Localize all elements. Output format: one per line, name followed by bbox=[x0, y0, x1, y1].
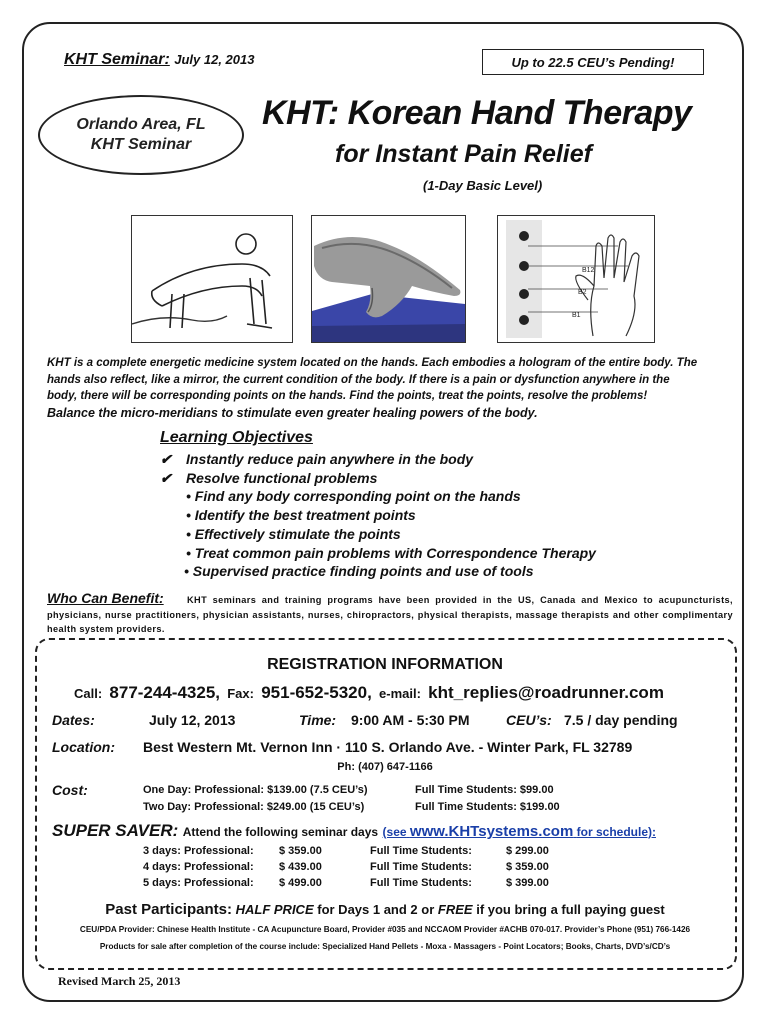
oval-line-1: Orlando Area, FL bbox=[76, 116, 206, 133]
cost-row-right: Full Time Students: $99.00 bbox=[415, 784, 554, 796]
objective-check-item: ✔ Resolve functional problems bbox=[160, 469, 378, 486]
main-title: KHT: Korean Hand Therapy bbox=[262, 94, 692, 132]
location-oval bbox=[38, 95, 244, 175]
saver-pro-price: $ 499.00 bbox=[279, 877, 322, 889]
registration-title: REGISTRATION INFORMATION bbox=[267, 656, 503, 673]
saver-days: 3 days: Professional: bbox=[143, 845, 254, 857]
seminar-header bbox=[64, 51, 254, 69]
intro-line-2: hands also reflect, like a mirror, the current condition of the body. If there is a pain or dysfunction anywhere in the bbox=[47, 373, 670, 386]
level-label: (1-Day Basic Level) bbox=[423, 178, 543, 193]
ceu-pending-box: Up to 22.5 CEU’s Pending! bbox=[482, 49, 704, 75]
super-saver-line: SUPER SAVER: Attend the following seminar days (see www.KHTsystems.com for schedule): bbox=[52, 821, 656, 840]
saver-days: 5 days: Professional: bbox=[143, 877, 254, 889]
cost-row-right: Full Time Students: $199.00 bbox=[415, 801, 560, 813]
objective-bullet-item: • Identify the best treatment points bbox=[186, 507, 416, 524]
seminar-label: KHT Seminar: bbox=[64, 51, 170, 68]
cost-row-left: One Day: Professional: $139.00 (7.5 CEU’s) bbox=[143, 784, 368, 796]
saver-student-label: Full Time Students: bbox=[370, 845, 472, 857]
objective-bullet-item: • Supervised practice finding points and use of tools bbox=[184, 563, 534, 580]
cost-row-left: Two Day: Professional: $249.00 (15 CEU’s) bbox=[143, 801, 365, 813]
saver-student-price: $ 299.00 bbox=[506, 845, 549, 857]
ceus-value: 7.5 / day pending bbox=[564, 712, 678, 728]
intro-paragraph bbox=[47, 355, 731, 421]
subtitle: for Instant Pain Relief bbox=[335, 140, 592, 168]
cost-label: Cost: bbox=[52, 782, 88, 798]
objective-check-item: ✔ Instantly reduce pain anywhere in the body bbox=[160, 451, 474, 467]
location-label: Location: bbox=[52, 739, 115, 755]
saver-pro-price: $ 439.00 bbox=[279, 861, 322, 873]
ceus-label: CEU’s: bbox=[506, 712, 552, 728]
objective-bullet-item: • Find any body corresponding point on the hands bbox=[186, 488, 521, 505]
who-can-benefit-title: Who Can Benefit: bbox=[47, 590, 164, 606]
saver-student-label: Full Time Students: bbox=[370, 877, 472, 889]
diagram-label-b1: B1 bbox=[572, 312, 581, 319]
saver-student-price: $ 399.00 bbox=[506, 877, 549, 889]
dates-value: July 12, 2013 bbox=[149, 712, 236, 728]
who-can-benefit-text: KHT seminars and training programs have been provided in the US, Canada and Mexico to acupuncturists, physicians, nurse practitioners, physician assistants, nurses, chiropractors, physical therapists, massage therapists and other complimentary health system providers. bbox=[47, 595, 733, 634]
intro-line-4: Balance the micro-meridians to stimulate even greater healing powers of the body. bbox=[47, 405, 538, 420]
fax-number: 951-652-5320, bbox=[261, 683, 372, 702]
objectives-title: Learning Objectives bbox=[160, 429, 313, 446]
saver-student-price: $ 359.00 bbox=[506, 861, 549, 873]
checkmark-icon: ✔ bbox=[160, 451, 172, 467]
email-address: kht_replies@roadrunner.com bbox=[428, 683, 664, 702]
objectives-list bbox=[160, 450, 596, 581]
schedule-link[interactable]: (see www.KHTsystems.com for schedule): bbox=[382, 823, 656, 840]
dates-label: Dates: bbox=[52, 712, 95, 728]
contact-line: Call: 877-244-4325, Fax: 951-652-5320, e-mail: kht_replies@roadrunner.com bbox=[74, 683, 664, 702]
location-phone: Ph: (407) 647-1166 bbox=[337, 761, 433, 773]
checkmark-icon: ✔ bbox=[160, 469, 172, 486]
kneeling-figure-image bbox=[131, 215, 293, 343]
seminar-date: July 12, 2013 bbox=[174, 52, 255, 67]
time-value: 9:00 AM - 5:30 PM bbox=[351, 712, 470, 728]
saver-student-label: Full Time Students: bbox=[370, 861, 472, 873]
oval-line-2: KHT Seminar bbox=[90, 136, 192, 153]
super-saver-label: SUPER SAVER: bbox=[52, 821, 179, 840]
diagram-label-b12: B12 bbox=[582, 267, 595, 274]
products-line: Products for sale after completion of the course include: Specialized Hand Pellets - Moxa - Massagers - Point Locators; Books, Charts, DVD’s/CD’s bbox=[99, 942, 671, 951]
phone-number: 877-244-4325, bbox=[109, 683, 220, 702]
hand-photo bbox=[311, 215, 466, 343]
location-value: Best Western Mt. Vernon Inn · 110 S. Orlando Ave. - Winter Park, FL 32789 bbox=[143, 739, 633, 755]
revised-date: Revised March 25, 2013 bbox=[58, 974, 181, 988]
saver-pro-price: $ 359.00 bbox=[279, 845, 322, 857]
objective-bullet-item: • Effectively stimulate the points bbox=[186, 525, 401, 542]
saver-days: 4 days: Professional: bbox=[143, 861, 254, 873]
intro-line-3: body, there will be corresponding points on the hands. Find the points, treat the points, resolve the problems! bbox=[47, 390, 648, 402]
objective-bullet-item: • Treat common pain problems with Correspondence Therapy bbox=[186, 544, 596, 561]
intro-line-1: KHT is a complete energetic medicine system located on the hands. Each embodies a hologram of the entire body. The bbox=[47, 357, 698, 369]
hand-point-diagram bbox=[497, 215, 655, 343]
diagram-label-b2: B2 bbox=[578, 289, 587, 296]
past-participants-line: Past Participants: HALF PRICE for Days 1 and 2 or FREE if you bring a full paying guest bbox=[105, 901, 665, 918]
ceu-provider-line: CEU/PDA Provider: Chinese Health Institute - CA Acupuncture Board, Provider #035 and NCCAOM Provider #ACHB 070-017. Provider’s Phone (951) 766-1426 bbox=[79, 925, 691, 934]
time-label: Time: bbox=[299, 712, 337, 728]
